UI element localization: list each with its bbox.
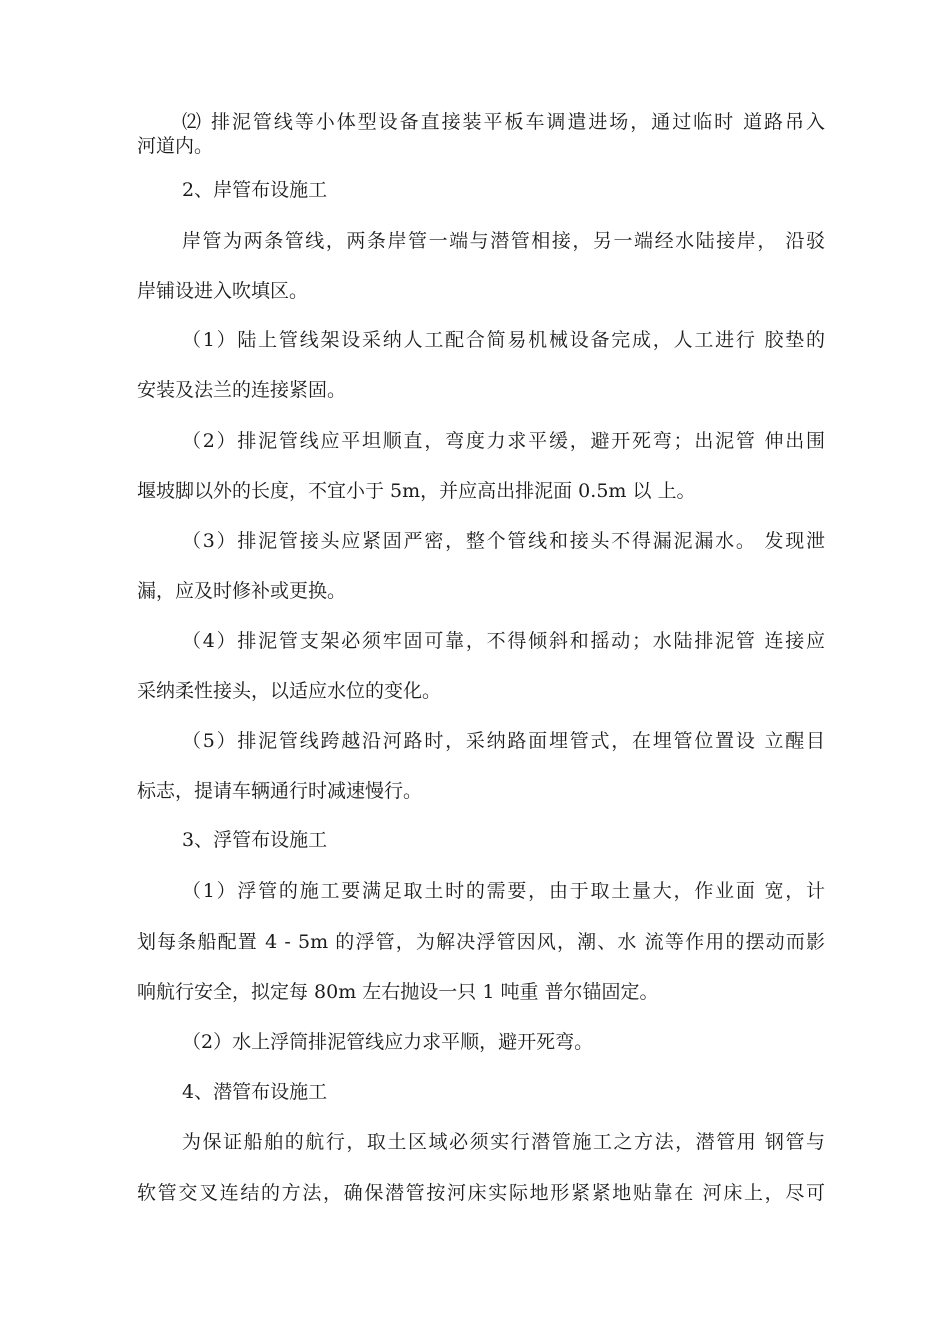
paragraph-line: （3）排泥管接头应紧固严密，整个管线和接头不得漏泥漏水。 发现泄 [182, 530, 825, 552]
section-heading: 2、岸管布设施工 [182, 179, 328, 201]
paragraph-line: 为保证船舶的航行，取土区域必须实行潜管施工之方法，潜管用 钢管与 [182, 1131, 825, 1153]
paragraph-line: 河道内。 [137, 135, 214, 157]
paragraph-line: 响航行安全，拟定每 80m 左右抛设一只 1 吨重 普尔锚固定。 [137, 981, 659, 1003]
section-heading: 3、浮管布设施工 [182, 829, 328, 851]
paragraph-line: ⑵ 排泥管线等小体型设备直接装平板车调遣进场，通过临时 道路吊入 [182, 111, 825, 133]
paragraph-line: （2）排泥管线应平坦顺直，弯度力求平缓，避开死弯；出泥管 伸出围 [182, 430, 825, 452]
paragraph-line: 岸管为两条管线，两条岸管一端与潜管相接，另一端经水陆接岸， 沿驳 [182, 230, 825, 252]
paragraph-line: 岸铺设进入吹填区。 [137, 280, 309, 302]
paragraph-line: 划每条船配置 4 - 5m 的浮管，为解决浮管因风，潮、水 流等作用的摆动而影 [137, 931, 825, 953]
section-heading: 4、潜管布设施工 [182, 1081, 328, 1103]
paragraph-line: （1）陆上管线架设采纳人工配合简易机械设备完成，人工进行 胶垫的 [182, 329, 825, 351]
paragraph-line: （4）排泥管支架必须牢固可靠，不得倾斜和摇动；水陆排泥管 连接应 [182, 630, 825, 652]
paragraph-line: 软管交叉连结的方法，确保潜管按河床实际地形紧紧地贴靠在 河床上，尽可 [137, 1182, 825, 1204]
paragraph-line: （5）排泥管线跨越沿河路时，采纳路面埋管式，在埋管位置设 立醒目 [182, 730, 825, 752]
paragraph-line: 堰坡脚以外的长度，不宜小于 5m，并应高出排泥面 0.5m 以 上。 [137, 480, 696, 502]
paragraph-line: （1）浮管的施工要满足取土时的需要，由于取土量大，作业面 宽，计 [182, 880, 825, 902]
paragraph-line: 采纳柔性接头，以适应水位的变化。 [137, 680, 442, 702]
paragraph-line: 安装及法兰的连接紧固。 [137, 379, 347, 401]
paragraph-line: 漏，应及时修补或更换。 [137, 580, 347, 602]
paragraph-line: 标志，提请车辆通行时减速慢行。 [137, 780, 423, 802]
paragraph-line: （2）水上浮筒排泥管线应力求平顺，避开死弯。 [182, 1031, 594, 1053]
